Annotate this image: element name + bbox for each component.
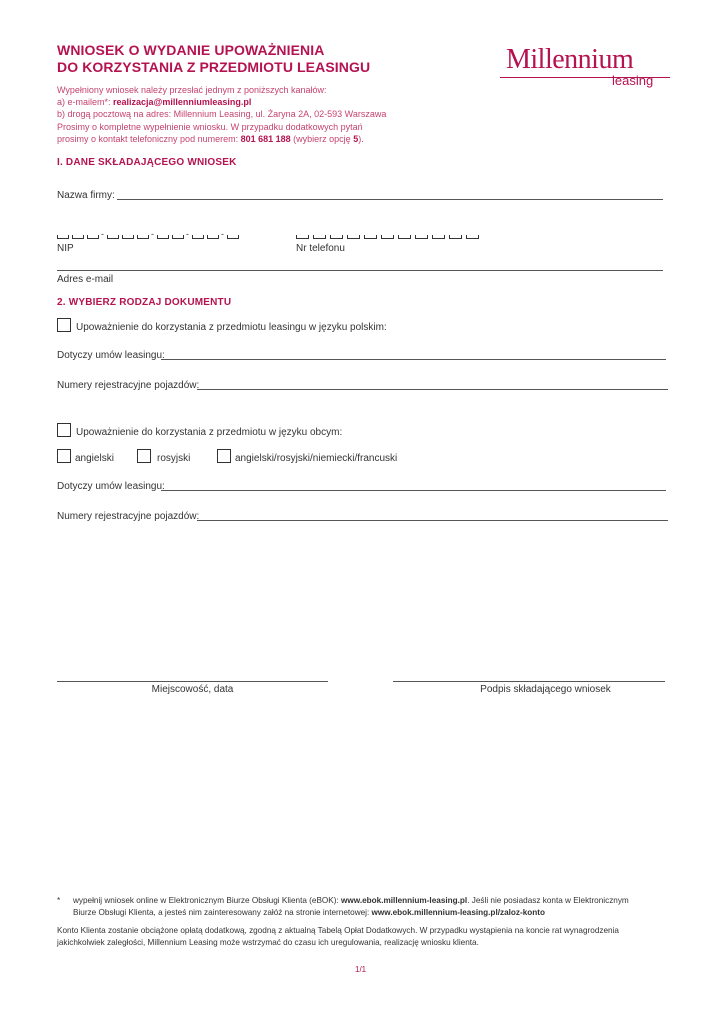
fee-line-1: Konto Klienta zostanie obciążone opłatą dodatkową, zgodną z aktualną Tabelą Opłat Dodatkowych. W przypadku wystąpienia na koncie rat wynagrodzenia	[57, 926, 619, 935]
contact-email-link[interactable]: realizacja@millenniumleasing.pl	[113, 97, 252, 108]
intro-line-1: Wypełniony wniosek należy przesłać jednym z poniższych kanałów:	[57, 85, 327, 95]
plates-field-1[interactable]	[197, 389, 668, 390]
title-line-1: WNIOSEK O WYDANIE UPOWAŻNIENIA	[57, 42, 325, 58]
phone-option: 5	[353, 133, 359, 144]
phone-digit[interactable]	[296, 238, 309, 239]
section-2-heading: 2. WYBIERZ RODZAJ DOKUMENTU	[57, 297, 232, 308]
phone-digit[interactable]	[415, 238, 428, 239]
ebok-footnote	[73, 895, 629, 918]
signature-field[interactable]	[393, 681, 665, 682]
contracts-field-2[interactable]	[161, 490, 666, 491]
contracts-label-1: Dotyczy umów leasingu:	[57, 350, 165, 361]
footnote-prefix-1: wypełnij wniosek online w Elektronicznym Biurze Obsługi Klienta (eBOK):	[73, 896, 342, 905]
nip-digit[interactable]	[122, 238, 134, 239]
nip-field[interactable]	[57, 229, 237, 242]
logo-wordmark: Millennium	[506, 44, 634, 75]
phone-digit[interactable]	[381, 238, 394, 239]
footnote-line-1	[73, 895, 629, 907]
phone-digit[interactable]	[449, 238, 462, 239]
intro-email-prefix: a) e-mailem*:	[57, 97, 114, 108]
contact-phone: 801 681 188	[240, 133, 291, 144]
nip-digit[interactable]	[157, 238, 169, 239]
nip-separator: -	[101, 229, 104, 239]
nip-digit[interactable]	[227, 238, 239, 239]
phone-digit[interactable]	[432, 238, 445, 239]
nip-separator: -	[221, 229, 224, 239]
phone-digit[interactable]	[398, 238, 411, 239]
phone-label: Nr telefonu	[296, 243, 345, 254]
nip-separator: -	[151, 229, 154, 239]
nip-digit[interactable]	[192, 238, 204, 239]
multilanguage-checkbox[interactable]	[217, 449, 231, 463]
intro-instructions	[57, 84, 386, 145]
company-name-field[interactable]	[117, 199, 663, 200]
footnote-line-2	[73, 907, 629, 919]
contracts-field-1[interactable]	[161, 359, 666, 360]
russian-label: rosyjski	[157, 453, 191, 464]
create-account-link[interactable]: www.ebok.millennium-leasing.pl/zaloz-konto	[371, 907, 546, 917]
signature-label: Podpis składającego wniosek	[480, 684, 611, 695]
plates-label-1: Numery rejestracyjne pojazdów:	[57, 380, 200, 391]
intro-line-3: b) drogą pocztową na adres: Millennium Leasing, ul. Żaryna 2A, 02-593 Warszawa	[57, 109, 387, 120]
footnote-suffix-1: . Jeśli nie posiadasz konta w Elektronicznym	[467, 896, 629, 905]
section-1-heading: I. DANE SKŁADAJĄCEGO WNIOSEK	[57, 157, 237, 168]
nip-separator: -	[186, 229, 189, 239]
intro-line-5	[57, 133, 386, 145]
english-label: angielski	[75, 453, 114, 464]
phone-digit[interactable]	[313, 238, 326, 239]
phone-digit[interactable]	[347, 238, 360, 239]
foreign-authorization-label: Upoważnienie do korzystania z przedmiotu w języku obcym:	[76, 427, 343, 438]
phone-digit[interactable]	[364, 238, 377, 239]
phone-field[interactable]	[296, 232, 482, 242]
footnote-prefix-2: Biurze Obsługi Klienta, a jesteś nim zainteresowany załóż na stronie internetowej:	[73, 907, 372, 917]
plates-label-2: Numery rejestracyjne pojazdów:	[57, 511, 200, 522]
millennium-leasing-logo	[500, 44, 670, 94]
fee-notice	[57, 925, 619, 948]
english-checkbox[interactable]	[57, 449, 71, 463]
document-title	[57, 42, 370, 76]
intro-line-2	[57, 96, 386, 108]
fee-line-2: jakichkolwiek zaległości, Millennium Leasing może wstrzymać do czasu ich uregulowania, realizację wniosku klienta.	[57, 937, 479, 947]
company-name-label: Nazwa firmy:	[57, 190, 115, 201]
contracts-label-2: Dotyczy umów leasingu:	[57, 481, 165, 492]
nip-digit[interactable]	[87, 238, 99, 239]
intro-phone-prefix: prosimy o kontakt telefoniczny pod numerem:	[57, 133, 241, 144]
nip-digit[interactable]	[172, 238, 184, 239]
phone-digit[interactable]	[466, 238, 479, 239]
place-date-label: Miejscowość, data	[151, 684, 234, 695]
title-line-2: DO KORZYSTANIA Z PRZEDMIOTU LEASINGU	[57, 59, 371, 75]
page-number: 1/1	[355, 965, 367, 974]
intro-line-4: Prosimy o kompletne wypełnienie wniosku. W przypadku dodatkowych pytań	[57, 121, 363, 132]
nip-label: NIP	[57, 243, 74, 254]
nip-digit[interactable]	[72, 238, 84, 239]
plates-field-2[interactable]	[197, 520, 668, 521]
nip-digit[interactable]	[137, 238, 149, 239]
polish-authorization-checkbox[interactable]	[57, 318, 71, 332]
footnote-star: *	[57, 896, 61, 905]
nip-digit[interactable]	[107, 238, 119, 239]
intro-option-suffix: ).	[358, 133, 364, 144]
email-field[interactable]	[57, 270, 663, 271]
nip-digit[interactable]	[57, 238, 69, 239]
nip-digit[interactable]	[207, 238, 219, 239]
ebok-link[interactable]: www.ebok.millennium-leasing.pl	[341, 896, 468, 905]
email-label: Adres e-mail	[57, 274, 114, 285]
russian-checkbox[interactable]	[137, 449, 151, 463]
multilanguage-label: angielski/rosyjski/niemiecki/francuski	[235, 453, 398, 464]
logo-subtitle: leasing	[612, 73, 654, 88]
place-date-field[interactable]	[57, 681, 328, 682]
polish-authorization-label: Upoważnienie do korzystania z przedmiotu leasingu w języku polskim:	[76, 322, 387, 333]
phone-digit[interactable]	[330, 238, 343, 239]
foreign-authorization-checkbox[interactable]	[57, 423, 71, 437]
intro-option-prefix: (wybierz opcję	[290, 133, 354, 144]
